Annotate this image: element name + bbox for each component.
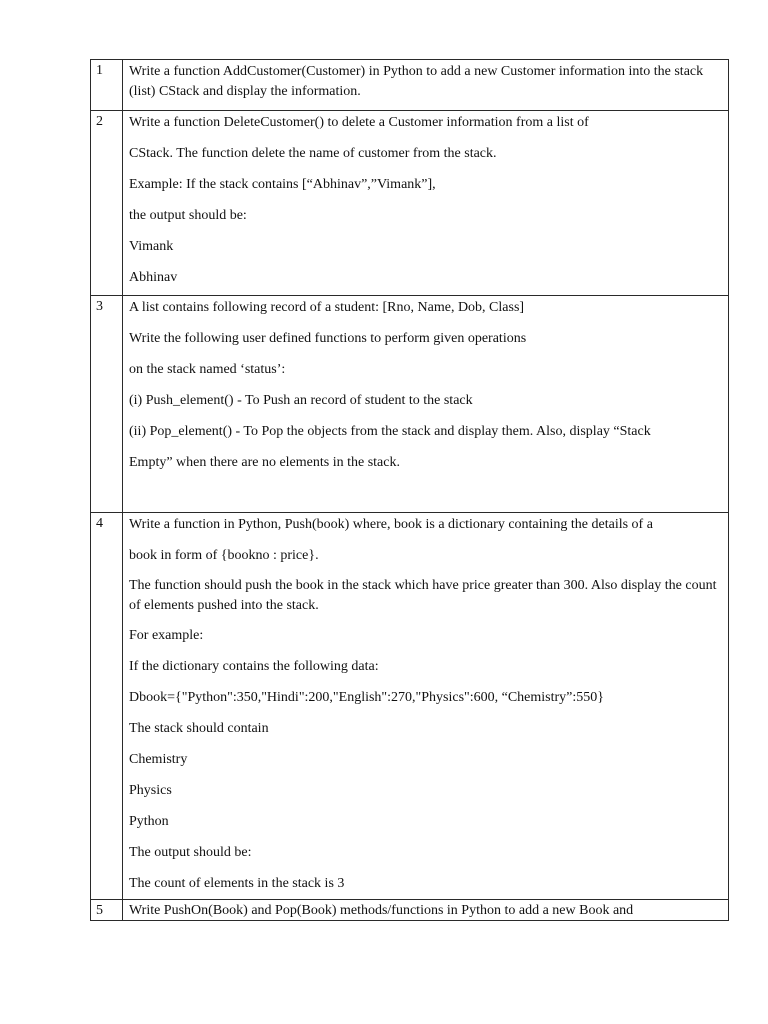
question-line: Physics [129,783,172,798]
question-line: The count of elements in the stack is 3 [129,876,345,891]
question-row-3 [91,296,729,513]
question-line: Write a function AddCustomer(Customer) in Python to add a new Customer information into the stack (list) CStack and display the information. [129,64,704,99]
question-number: 3 [96,299,103,314]
question-number: 2 [96,114,103,129]
question-line: (i) Push_element() - To Push an record of student to the stack [129,393,473,408]
question-line: For example: [129,628,204,643]
question-line: Dbook={"Python":350,"Hindi":200,"English":270,"Physics":600, “Chemistry”:550} [129,690,605,705]
question-line: (ii) Pop_element() - To Pop the objects from the stack and display them. Also, display “Stack [129,424,651,439]
question-number-cell [91,111,123,296]
question-text-cell [123,111,729,296]
question-number-cell [91,900,123,921]
question-line: book in form of {bookno : price}. [129,548,319,563]
question-line: The output should be: [129,845,252,860]
question-line: Chemistry [129,752,188,767]
question-number: 1 [96,63,103,78]
question-number: 5 [96,903,103,918]
question-row-1 [91,60,729,111]
question-number: 4 [96,516,103,531]
question-line: Write a function in Python, Push(book) where, book is a dictionary containing the details of a [129,517,653,532]
question-line: on the stack named ‘status’: [129,362,286,377]
question-line: A list contains following record of a student: [Rno, Name, Dob, Class] [129,300,525,315]
question-line: Empty” when there are no elements in the stack. [129,455,400,470]
question-row-5 [91,900,729,921]
question-line: Write a function DeleteCustomer() to delete a Customer information from a list of [129,115,589,130]
question-row-4 [91,513,729,900]
question-line: Python [129,814,169,829]
question-line: Write the following user defined functions to perform given operations [129,331,527,346]
question-text-cell [123,296,729,513]
question-text-cell [123,513,729,900]
question-number-cell [91,296,123,513]
question-line: CStack. The function delete the name of customer from the stack. [129,146,497,161]
question-line: The function should push the book in the stack which have price greater than 300. Also display the count of elements pushed into the stack. [129,578,717,613]
question-line: Write PushOn(Book) and Pop(Book) methods/functions in Python to add a new Book and [129,903,634,918]
question-number-cell [91,513,123,900]
question-line: If the dictionary contains the following data: [129,659,379,674]
question-line: Example: If the stack contains [“Abhinav”,”Vimank”], [129,177,436,192]
questions-table [90,59,729,921]
question-line: Abhinav [129,270,178,285]
question-line: Vimank [129,239,174,254]
question-row-2 [91,111,729,296]
question-text-cell [123,60,729,111]
question-line: The stack should contain [129,721,269,736]
question-text-cell [123,900,729,921]
question-number-cell [91,60,123,111]
question-line: the output should be: [129,208,247,223]
